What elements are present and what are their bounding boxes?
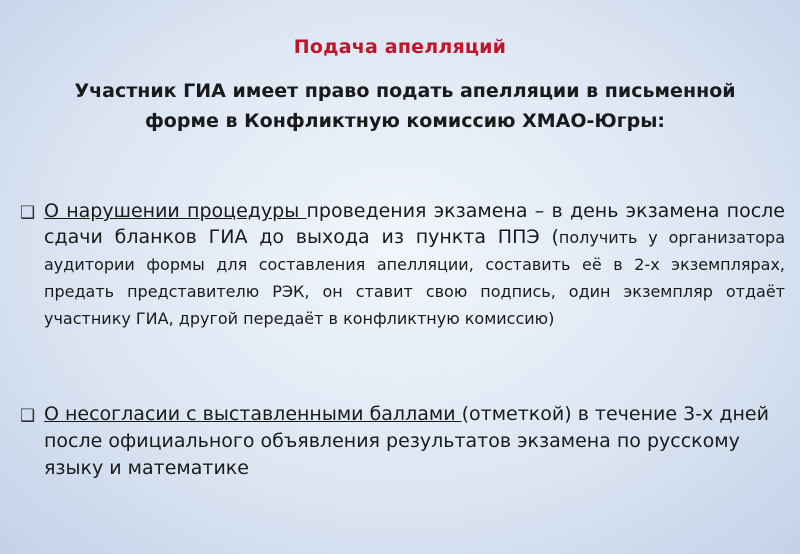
bullet-emphasis: О несогласии с выставленными баллами bbox=[44, 403, 462, 425]
bullet-item-scores bbox=[20, 401, 785, 482]
checkbox-bullet-icon: ❑ bbox=[20, 203, 36, 223]
bullet-text: (отметкой) в течение 3-х дней после официального объявления результатов экзамена по русскому языку и математике bbox=[44, 403, 769, 479]
bullet-item-procedure bbox=[20, 198, 785, 332]
bullet-note: получить у организатора аудитории формы для составления апелляции, составить её в 2-х экземплярах, предать представителю РЭК, он ставит свою подпись, один экземпляр отдаёт участнику ГИА, другой передаёт в конфликтную комиссию) bbox=[44, 228, 785, 328]
bullet-text: проведения экзамена – в день экзамена после сдачи бланков ГИА до выхода из пункта ППЭ ( bbox=[44, 200, 785, 248]
checkbox-bullet-icon: ❑ bbox=[20, 406, 36, 426]
bullet-emphasis: О нарушении процедуры bbox=[44, 200, 307, 222]
slide-title: Подача апелляций bbox=[293, 36, 507, 58]
intro-text: Участник ГИА имеет право подать апелляции в письменной форме в Конфликтную комиссию ХМАО-Югры: bbox=[74, 80, 736, 132]
bullet-body bbox=[44, 198, 785, 332]
bullet-body bbox=[44, 401, 785, 482]
